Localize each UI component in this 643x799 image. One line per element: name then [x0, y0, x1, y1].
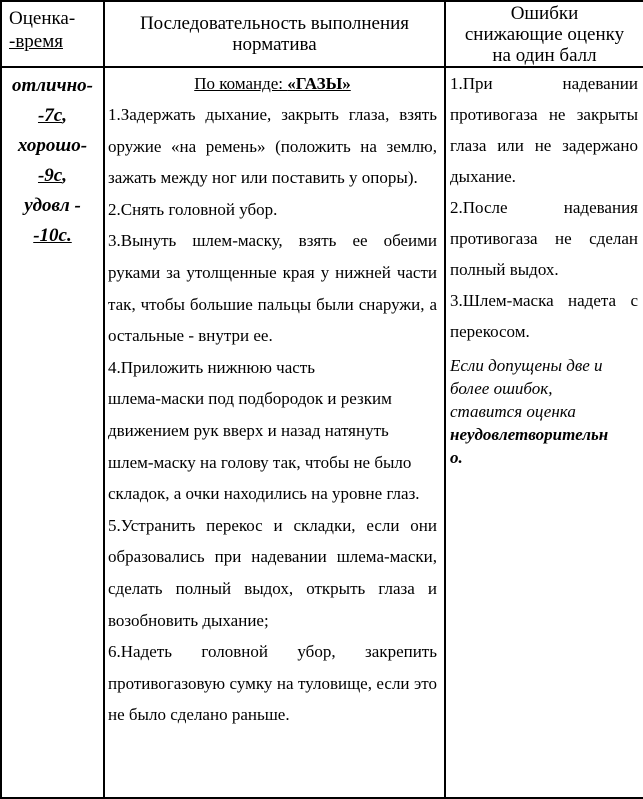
command-name: «ГАЗЫ» — [287, 74, 351, 93]
step-6: 6.Надеть головной убор, закрепить противогазовую сумку на туловище, если это не было сделано раньше. — [108, 642, 437, 725]
errors-header-line3: на один балл — [492, 44, 597, 66]
grade-satisfactory-label: удовл - — [24, 195, 81, 216]
grade-cell — [1, 67, 104, 798]
errors-header-line2: снижающие оценку — [464, 23, 625, 45]
sequence-cell — [104, 67, 445, 798]
grade-header-line1: Оценка- — [9, 8, 76, 29]
error-2: 2.После надевания противогаза не сделан полный выдох. — [450, 198, 638, 279]
sequence-header-cell — [104, 1, 445, 67]
sequence-header-line2: норматива — [232, 34, 317, 55]
errors-cell — [445, 67, 643, 798]
failure-note-line2: более ошибок, — [450, 379, 553, 398]
step-2: 2.Снять головной убор. — [108, 199, 278, 219]
failure-note-line3: ставится оценка — [450, 402, 576, 421]
step-1: 1.Задержать дыхание, закрыть глаза, взять оружие «на ремень» (положить на землю, зажать между ног или поставить у опоры). — [108, 105, 437, 188]
command-heading — [108, 68, 437, 99]
error-3: 3.Шлем-маска надета с перекосом. — [450, 291, 638, 341]
grade-satisfactory-time: -10с. — [33, 225, 72, 246]
errors-header-cell — [445, 1, 643, 67]
grade-good-time: -9с, — [37, 165, 67, 186]
error-1: 1.При надевании противогаза не закрыты глаза или не задержано дыхание. — [450, 74, 638, 186]
grade-good-label: хорошо- — [17, 135, 88, 156]
table-header-row — [1, 1, 643, 67]
step-3: 3.Вынуть шлем-маску, взять ее обеими руками за утолщенные края у нижней части так, чтобы большие пальцы были снаружи, а остальные - внутри ее. — [108, 231, 437, 346]
failure-note-line1: Если допущены две и — [450, 356, 603, 375]
grade-excellent-time: -7с, — [37, 105, 67, 126]
sequence-header-line1: Последовательность выполнения — [139, 13, 410, 34]
grade-header-line2: -время — [9, 31, 63, 52]
step-4: 4.Приложить нижнюю часть шлема-маски под подбородок и резким движением рук вверх и назад натянуть шлем-маску на голову так, чтобы не было складок, а очки находились на уровне глаз. — [108, 357, 420, 504]
failure-note-bold-line1: неудовлетворительн — [450, 425, 609, 444]
command-prefix: По команде: — [194, 74, 288, 93]
failure-note — [450, 354, 638, 469]
failure-note-bold-line2: о. — [450, 448, 463, 467]
errors-header-line1: Ошибки — [510, 2, 579, 24]
table-body-row — [1, 67, 643, 798]
step-5: 5.Устранить перекос и складки, если они образовались при надевании шлема-маски, сделать полный выдох, открыть глаза и возобновить дыхание; — [108, 515, 437, 630]
grade-excellent-label: отлично- — [12, 75, 93, 96]
grade-header-cell — [1, 1, 104, 67]
